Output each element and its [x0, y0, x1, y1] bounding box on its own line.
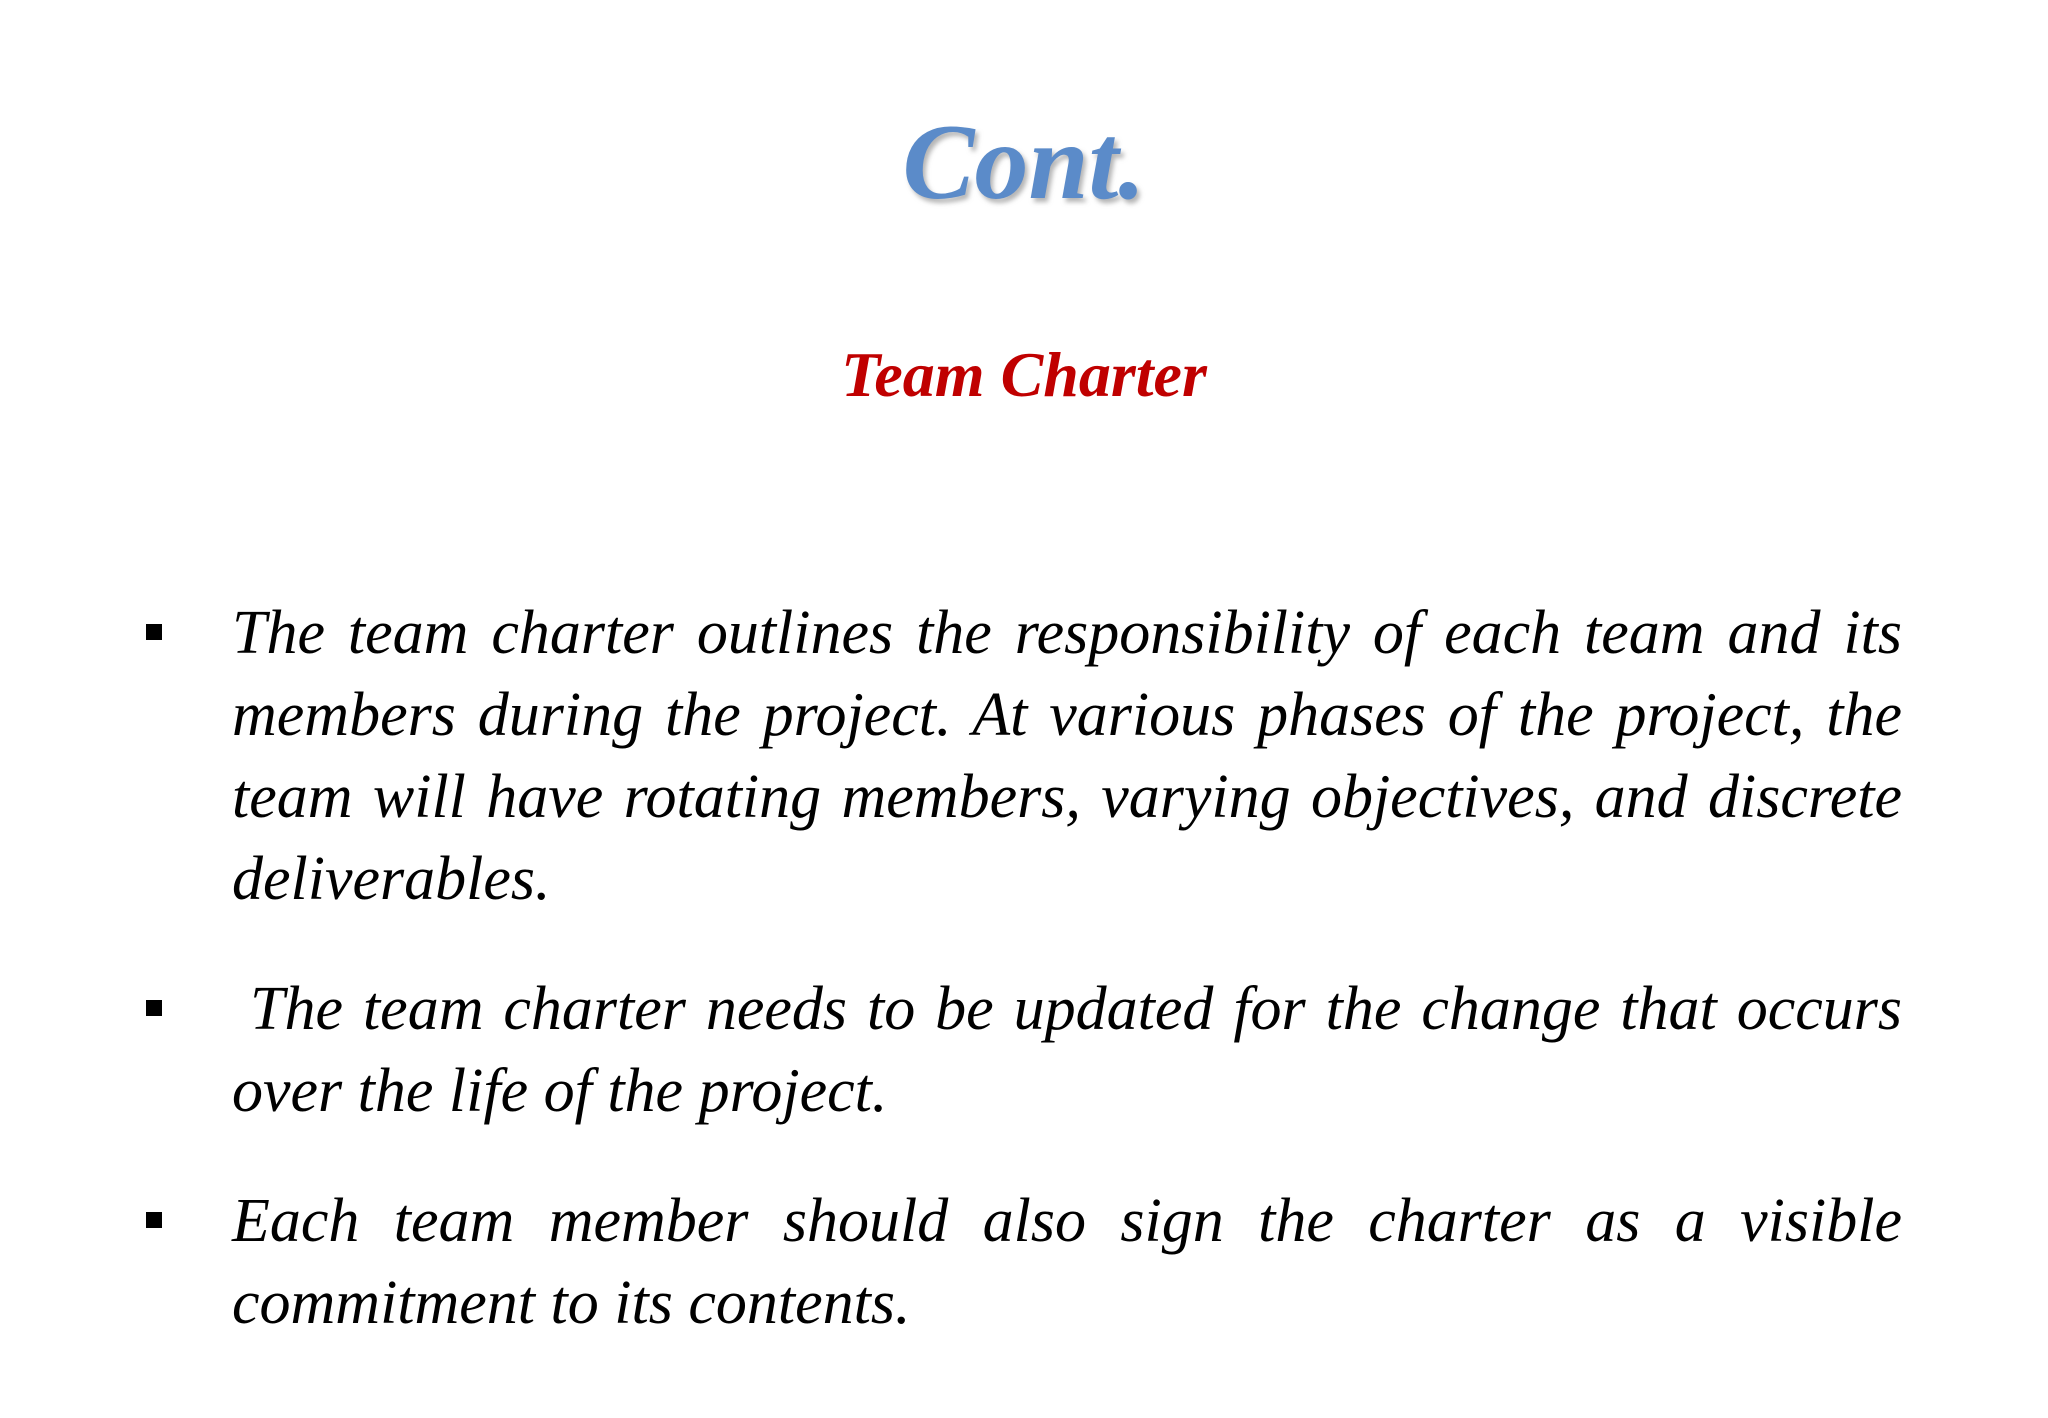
square-bullet-icon — [146, 1212, 162, 1228]
bullet-item — [140, 592, 1902, 920]
square-bullet-icon — [146, 624, 162, 640]
bullet-text — [232, 968, 1902, 1132]
slide-subtitle: Team Charter — [841, 339, 1207, 410]
bullet-text-content: The team charter needs to be updated for the change that occurs over the life of the project. — [232, 975, 1902, 1125]
bullet-list — [140, 592, 1902, 1392]
bullet-item — [140, 1180, 1902, 1344]
slide-title: Cont. — [902, 103, 1146, 222]
bullet-text: The team charter outlines the responsibility of each team and its members during the project. At various phases of the project, the team will have rotating members, varying objectives, and discrete deliverables. — [232, 599, 1902, 913]
bullet-item — [140, 968, 1902, 1132]
square-bullet-icon — [146, 1000, 162, 1016]
bullet-text: Each team member should also sign the charter as a visible commitment to its contents. — [232, 1187, 1902, 1337]
